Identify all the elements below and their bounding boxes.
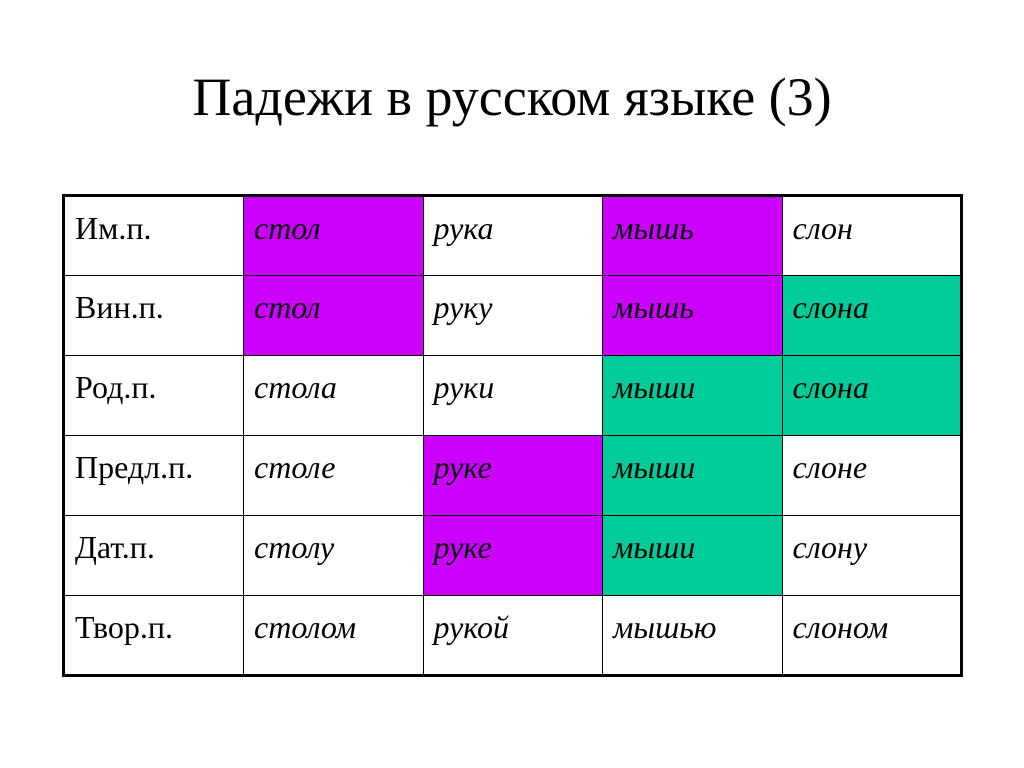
word-cell: стол — [244, 276, 424, 356]
case-label: Им.п. — [64, 196, 244, 276]
table-row — [64, 516, 962, 596]
word-cell: стола — [244, 356, 424, 436]
word-cell: столом — [244, 596, 424, 676]
case-label: Вин.п. — [64, 276, 244, 356]
word-cell: рука — [423, 196, 603, 276]
word-cell: мышь — [603, 196, 783, 276]
slide-title: Падежи в русском языке (3) — [192, 67, 832, 127]
word-cell: руку — [423, 276, 603, 356]
word-cell: слона — [782, 276, 962, 356]
word-cell: стол — [244, 196, 424, 276]
table-row — [64, 356, 962, 436]
word-cell: столу — [244, 516, 424, 596]
case-label: Твор.п. — [64, 596, 244, 676]
word-cell: руке — [423, 436, 603, 516]
word-cell: столе — [244, 436, 424, 516]
word-cell: слону — [782, 516, 962, 596]
word-cell: рукой — [423, 596, 603, 676]
word-cell: мыши — [603, 436, 783, 516]
table-row — [64, 436, 962, 516]
word-cell: мыши — [603, 516, 783, 596]
table-row — [64, 196, 962, 276]
word-cell: слон — [782, 196, 962, 276]
word-cell: руке — [423, 516, 603, 596]
case-label: Род.п. — [64, 356, 244, 436]
word-cell: слоном — [782, 596, 962, 676]
case-declension-table — [62, 194, 963, 677]
word-cell: руки — [423, 356, 603, 436]
case-label: Дат.п. — [64, 516, 244, 596]
case-label: Предл.п. — [64, 436, 244, 516]
word-cell: мышь — [603, 276, 783, 356]
word-cell: слона — [782, 356, 962, 436]
table-row — [64, 596, 962, 676]
word-cell: мышью — [603, 596, 783, 676]
word-cell: мыши — [603, 356, 783, 436]
table-row — [64, 276, 962, 356]
word-cell: слоне — [782, 436, 962, 516]
